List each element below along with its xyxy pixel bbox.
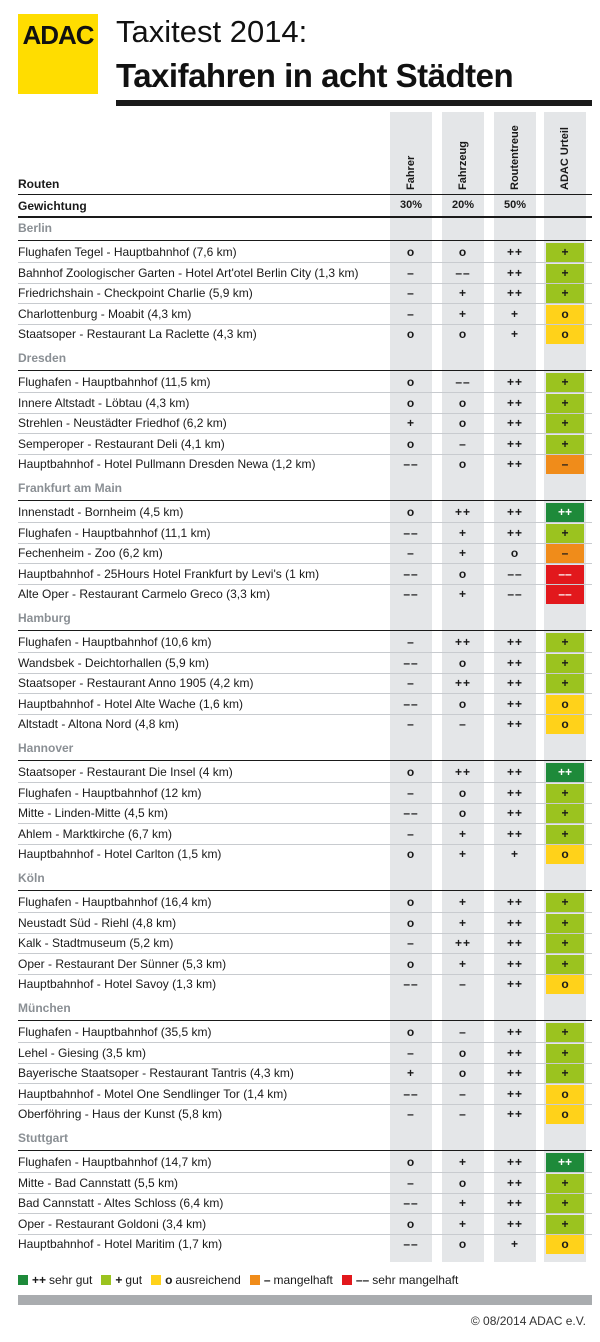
gewichtung-rule [18, 216, 592, 218]
legend-symbol: o [165, 1273, 173, 1287]
fahrzeug-rating: o [458, 245, 468, 259]
table-row [0, 1022, 600, 1043]
legend-label: mangelhaft [273, 1273, 333, 1287]
fahrzeug-rating: + [458, 1216, 467, 1231]
route-name: Strehlen - Neustädter Friedhof (6,2 km) [18, 416, 227, 431]
logo-text: ADAC [22, 20, 94, 50]
table-row [0, 1214, 600, 1235]
routentreue-rating: ++ [506, 895, 523, 909]
fahrer-rating: – [407, 286, 415, 301]
fahrzeug-rating: o [458, 785, 468, 800]
routentreue-rating: ++ [506, 1216, 523, 1231]
route-name: Flughafen - Hauptbahnhof (35,5 km) [18, 1025, 212, 1039]
table-row [0, 632, 600, 653]
city-heading: Berlin [18, 221, 53, 235]
route-name: Alte Oper - Restaurant Carmelo Greco (3,3 km) [18, 587, 271, 602]
fahrer-rating: o [406, 505, 416, 519]
route-name: Flughafen - Hauptbahnhof (16,4 km) [18, 895, 212, 909]
adac-verdict-badge: + [546, 1194, 584, 1213]
fahrzeug-rating: o [458, 327, 468, 342]
city-rule [18, 760, 592, 761]
city-heading: Stuttgart [18, 1131, 68, 1145]
fahrer-rating: + [406, 1066, 415, 1081]
title-line-1: Taxitest 2014: [116, 14, 308, 49]
header-urteil: ADAC Urteil [559, 127, 571, 190]
adac-verdict-badge: + [546, 1044, 584, 1063]
routentreue-rating: ++ [506, 375, 523, 389]
table-row [0, 1104, 600, 1125]
table-row [0, 714, 600, 735]
header-routentreue: Routentreue [509, 125, 521, 190]
route-name: Oberföhring - Haus der Kunst (5,8 km) [18, 1107, 223, 1122]
table-row [0, 1043, 600, 1064]
copyright: © 08/2014 ADAC e.V. [470, 1314, 586, 1328]
fahrzeug-rating: + [458, 847, 467, 862]
fahrer-rating: – [407, 1107, 415, 1122]
adac-verdict-badge: + [546, 435, 584, 454]
route-name: Bahnhof Zoologischer Garten - Hotel Art'otel Berlin City (1,3 km) [18, 265, 359, 280]
header-fahrzeug: Fahrzeug [457, 141, 469, 190]
fahrzeug-rating: – [459, 436, 467, 451]
table-row [0, 1063, 600, 1084]
routentreue-rating: ++ [506, 505, 523, 519]
weight-fahrzeug: 20% [451, 199, 475, 211]
adac-verdict-badge: + [546, 414, 584, 433]
table-row [0, 372, 600, 393]
fahrer-rating: o [406, 895, 416, 909]
routentreue-rating: + [510, 847, 519, 862]
fahrer-rating: o [406, 327, 416, 342]
fahrer-rating: – [407, 635, 415, 649]
fahrer-rating: –– [403, 587, 419, 602]
adac-verdict-badge: + [546, 955, 584, 974]
table-row [0, 584, 600, 605]
legend-swatch [342, 1275, 352, 1285]
fahrzeug-rating: o [458, 1066, 468, 1081]
routentreue-rating: ++ [506, 1107, 523, 1122]
table-row [0, 543, 600, 564]
routentreue-rating: ++ [506, 936, 523, 951]
fahrzeug-rating: + [458, 956, 467, 971]
header-fahrer: Fahrer [405, 155, 417, 190]
fahrer-rating: – [407, 717, 415, 732]
fahrzeug-rating: o [458, 655, 468, 670]
route-name: Ahlem - Marktkirche (6,7 km) [18, 826, 173, 841]
route-name: Innere Altstadt - Löbtau (4,3 km) [18, 395, 190, 410]
adac-verdict-badge: + [546, 243, 584, 262]
route-name: Flughafen - Hauptbahnhof (11,1 km) [18, 525, 211, 540]
table-row [0, 673, 600, 694]
fahrzeug-rating: ++ [454, 936, 471, 951]
route-name: Charlottenburg - Moabit (4,3 km) [18, 306, 192, 321]
fahrer-rating: o [406, 1025, 416, 1039]
legend-item [151, 1273, 241, 1287]
route-name: Wandsbek - Deichtorhallen (5,9 km) [18, 655, 209, 670]
fahrzeug-rating: o [458, 457, 468, 472]
fahrer-rating: o [406, 1216, 416, 1231]
adac-verdict-badge: o [546, 715, 584, 734]
fahrer-rating: – [407, 676, 415, 691]
fahrzeug-rating: o [458, 696, 468, 711]
adac-verdict-badge: + [546, 784, 584, 803]
weight-fahrer: 30% [399, 199, 423, 211]
adac-verdict-badge: + [546, 633, 584, 652]
route-name: Altstadt - Altona Nord (4,8 km) [18, 717, 179, 732]
legend-item [18, 1273, 92, 1287]
fahrer-rating: –– [403, 696, 419, 711]
adac-verdict-badge: o [546, 1105, 584, 1124]
routentreue-rating: ++ [506, 245, 523, 259]
city-rule [18, 1150, 592, 1151]
table-row [0, 892, 600, 913]
fahrzeug-rating: + [458, 525, 467, 540]
route-name: Hauptbahnhof - Hotel Savoy (1,3 km) [18, 977, 217, 992]
header-routen: Routen [18, 177, 60, 191]
route-name: Oper - Restaurant Der Sünner (5,3 km) [18, 956, 227, 971]
page-title: Taxifahren in acht Städten [116, 57, 514, 94]
legend [18, 1272, 467, 1288]
adac-verdict-badge: –– [546, 585, 584, 604]
fahrer-rating: – [407, 826, 415, 841]
routentreue-rating: –– [507, 566, 523, 581]
adac-verdict-badge: + [546, 1064, 584, 1083]
routentreue-rating: ++ [506, 806, 523, 821]
legend-label: ausreichend [175, 1273, 241, 1287]
table-row [0, 824, 600, 845]
fahrzeug-rating: + [458, 895, 467, 909]
table-row [0, 324, 600, 345]
fahrzeug-rating: + [458, 546, 467, 561]
fahrer-rating: –– [403, 457, 419, 472]
header-rule [18, 194, 592, 195]
routentreue-rating: o [510, 546, 520, 561]
city-rule [18, 630, 592, 631]
adac-verdict-badge: + [546, 674, 584, 693]
adac-logo [18, 14, 98, 94]
legend-label: sehr mangelhaft [372, 1273, 459, 1287]
route-name: Neustadt Süd - Riehl (4,8 km) [18, 915, 177, 930]
city-heading: Hannover [18, 741, 74, 755]
header-gewichtung: Gewichtung [18, 199, 87, 213]
routentreue-rating: ++ [506, 717, 523, 732]
adac-verdict-badge: ++ [546, 503, 584, 522]
route-name: Bad Cannstatt - Altes Schloss (6,4 km) [18, 1196, 224, 1211]
fahrzeug-rating: o [458, 1237, 468, 1252]
fahrer-rating: + [406, 416, 415, 431]
fahrzeug-rating: ++ [454, 765, 471, 779]
fahrzeug-rating: – [459, 1107, 467, 1122]
adac-verdict-badge: + [546, 804, 584, 823]
fahrer-rating: –– [403, 1237, 419, 1252]
adac-verdict-badge: o [546, 845, 584, 864]
route-name: Kalk - Stadtmuseum (5,2 km) [18, 936, 174, 951]
table-row [0, 413, 600, 434]
routentreue-rating: ++ [506, 1086, 523, 1101]
adac-verdict-badge: + [546, 914, 584, 933]
fahrer-rating: – [407, 265, 415, 280]
routentreue-rating: ++ [506, 915, 523, 930]
city-heading: Frankfurt am Main [18, 481, 123, 495]
table-row [0, 283, 600, 304]
legend-symbol: –– [355, 1273, 370, 1287]
fahrzeug-rating: – [459, 1025, 467, 1039]
legend-swatch [250, 1275, 260, 1285]
fahrzeug-rating: o [458, 416, 468, 431]
table-row [0, 393, 600, 414]
route-name: Hauptbahnhof - Hotel Carlton (1,5 km) [18, 847, 222, 862]
table-row [0, 263, 600, 284]
route-name: Flughafen - Hauptbahnhof (10,6 km) [18, 635, 212, 649]
city-rule [18, 240, 592, 241]
route-name: Flughafen - Hauptbahnhof (11,5 km) [18, 375, 211, 389]
route-name: Hauptbahnhof - 25Hours Hotel Frankfurt by Levi's (1 km) [18, 566, 320, 581]
city-heading: München [18, 1001, 71, 1015]
fahrzeug-rating: ++ [454, 505, 471, 519]
route-name: Hauptbahnhof - Hotel Pullmann Dresden Newa (1,2 km) [18, 457, 316, 472]
adac-verdict-badge: + [546, 524, 584, 543]
route-name: Mitte - Bad Cannstatt (5,5 km) [18, 1175, 179, 1190]
city-rule [18, 1020, 592, 1021]
routentreue-rating: ++ [506, 635, 523, 649]
weight-routentreue: 50% [503, 199, 527, 211]
adac-verdict-badge: + [546, 934, 584, 953]
route-name: Staatsoper - Restaurant La Raclette (4,3 km) [18, 327, 257, 342]
fahrzeug-rating: + [458, 826, 467, 841]
fahrer-rating: o [406, 915, 416, 930]
legend-symbol: + [115, 1273, 123, 1287]
routentreue-rating: ++ [506, 525, 523, 540]
route-name: Oper - Restaurant Goldoni (3,4 km) [18, 1216, 207, 1231]
routentreue-rating: ++ [506, 286, 523, 301]
route-name: Hauptbahnhof - Motel One Sendlinger Tor (1,4 km) [18, 1086, 288, 1101]
legend-label: sehr gut [49, 1273, 93, 1287]
city-heading: Hamburg [18, 611, 71, 625]
table-row [0, 844, 600, 865]
adac-verdict-badge: + [546, 825, 584, 844]
routentreue-rating: ++ [506, 1045, 523, 1060]
table-row [0, 564, 600, 585]
route-name: Flughafen - Hauptbahnhof (14,7 km) [18, 1155, 212, 1169]
routentreue-rating: ++ [506, 436, 523, 451]
fahrer-rating: o [406, 245, 416, 259]
routentreue-rating: ++ [506, 765, 523, 779]
legend-item [342, 1273, 458, 1287]
table-row [0, 1084, 600, 1105]
legend-symbol: ++ [32, 1273, 47, 1287]
table-row [0, 783, 600, 804]
table-row [0, 762, 600, 783]
legend-label: gut [125, 1273, 143, 1287]
routentreue-rating: ++ [506, 1066, 523, 1081]
adac-verdict-badge: + [546, 373, 584, 392]
table-row [0, 1193, 600, 1214]
adac-verdict-badge: + [546, 893, 584, 912]
routentreue-rating: ++ [506, 1196, 523, 1211]
adac-verdict-badge: + [546, 264, 584, 283]
routentreue-rating: + [510, 306, 519, 321]
routentreue-rating: ++ [506, 977, 523, 992]
routentreue-rating: ++ [506, 416, 523, 431]
fahrzeug-rating: + [458, 915, 467, 930]
routentreue-rating: ++ [506, 956, 523, 971]
fahrer-rating: – [407, 936, 415, 951]
fahrer-rating: – [407, 1175, 415, 1190]
adac-verdict-badge: o [546, 695, 584, 714]
city-rule [18, 370, 592, 371]
table-row [0, 974, 600, 995]
legend-swatch [151, 1275, 161, 1285]
route-name: Flughafen - Hauptbahnhof (12 km) [18, 785, 202, 800]
adac-verdict-badge: –– [546, 565, 584, 584]
fahrer-rating: –– [403, 566, 419, 581]
fahrzeug-rating: o [458, 806, 468, 821]
fahrzeug-rating: ++ [454, 635, 471, 649]
fahrzeug-rating: –– [455, 265, 471, 280]
adac-verdict-badge: + [546, 284, 584, 303]
fahrer-rating: o [406, 1155, 416, 1169]
routentreue-rating: ++ [506, 655, 523, 670]
fahrzeug-rating: + [458, 587, 467, 602]
routentreue-rating: ++ [506, 676, 523, 691]
fahrer-rating: o [406, 956, 416, 971]
route-name: Staatsoper - Restaurant Die Insel (4 km) [18, 765, 233, 779]
fahrer-rating: o [406, 847, 416, 862]
table-row [0, 954, 600, 975]
table-row [0, 242, 600, 263]
fahrer-rating: – [407, 306, 415, 321]
adac-verdict-badge: + [546, 394, 584, 413]
table-row [0, 913, 600, 934]
fahrzeug-rating: + [458, 1196, 467, 1211]
table-row [0, 304, 600, 325]
fahrer-rating: o [406, 765, 416, 779]
routentreue-rating: ++ [506, 785, 523, 800]
adac-verdict-badge: ++ [546, 1153, 584, 1172]
title-rule [116, 100, 592, 106]
legend-symbol: – [263, 1273, 271, 1287]
route-name: Friedrichshain - Checkpoint Charlie (5,9 km) [18, 286, 253, 301]
city-heading: Köln [18, 871, 45, 885]
adac-verdict-badge: + [546, 1023, 584, 1042]
route-name: Staatsoper - Restaurant Anno 1905 (4,2 km) [18, 676, 254, 691]
routentreue-rating: ++ [506, 1025, 523, 1039]
table-row [0, 694, 600, 715]
routentreue-rating: ++ [506, 826, 523, 841]
fahrzeug-rating: o [458, 1045, 468, 1060]
routentreue-rating: ++ [506, 696, 523, 711]
adac-verdict-badge: o [546, 325, 584, 344]
adac-verdict-badge: + [546, 1215, 584, 1234]
footer-bar [18, 1295, 592, 1305]
fahrer-rating: –– [403, 1196, 419, 1211]
routentreue-rating: –– [507, 587, 523, 602]
route-name: Lehel - Giesing (3,5 km) [18, 1045, 147, 1060]
fahrzeug-rating: + [458, 1155, 467, 1169]
adac-verdict-badge: o [546, 1235, 584, 1254]
city-rule [18, 500, 592, 501]
routentreue-rating: ++ [506, 395, 523, 410]
fahrzeug-rating: o [458, 566, 468, 581]
fahrer-rating: – [407, 546, 415, 561]
routentreue-rating: + [510, 1237, 519, 1252]
adac-verdict-badge: o [546, 975, 584, 994]
fahrzeug-rating: + [458, 306, 467, 321]
fahrer-rating: o [406, 375, 416, 389]
fahrer-rating: –– [403, 655, 419, 670]
routentreue-rating: ++ [506, 265, 523, 280]
fahrer-rating: –– [403, 806, 419, 821]
route-name: Innenstadt - Bornheim (4,5 km) [18, 505, 184, 519]
table-row [0, 653, 600, 674]
route-name: Fechenheim - Zoo (6,2 km) [18, 546, 163, 561]
adac-verdict-badge: + [546, 1174, 584, 1193]
city-heading: Dresden [18, 351, 67, 365]
fahrzeug-rating: o [458, 1175, 468, 1190]
adac-verdict-badge: + [546, 654, 584, 673]
legend-item [101, 1273, 142, 1287]
route-name: Bayerische Staatsoper - Restaurant Tantris (4,3 km) [18, 1066, 294, 1081]
fahrer-rating: o [406, 436, 416, 451]
fahrzeug-rating: – [459, 717, 467, 732]
table-row [0, 1234, 600, 1255]
fahrer-rating: –– [403, 1086, 419, 1101]
legend-item [250, 1273, 333, 1287]
adac-verdict-badge: o [546, 1085, 584, 1104]
route-name: Mitte - Linden-Mitte (4,5 km) [18, 806, 169, 821]
fahrer-rating: –– [403, 977, 419, 992]
route-name: Hauptbahnhof - Hotel Alte Wache (1,6 km) [18, 696, 243, 711]
fahrzeug-rating: – [459, 1086, 467, 1101]
adac-verdict-badge: – [546, 544, 584, 563]
table-row [0, 1152, 600, 1173]
adac-verdict-badge: o [546, 305, 584, 324]
routentreue-rating: ++ [506, 457, 523, 472]
legend-swatch [18, 1275, 28, 1285]
fahrer-rating: o [406, 395, 416, 410]
routentreue-rating: ++ [506, 1175, 523, 1190]
table-row [0, 523, 600, 544]
table-row [0, 803, 600, 824]
fahrer-rating: – [407, 1045, 415, 1060]
legend-swatch [101, 1275, 111, 1285]
table-row [0, 1173, 600, 1194]
adac-verdict-badge: ++ [546, 763, 584, 782]
table-row [0, 454, 600, 475]
fahrzeug-rating: + [458, 286, 467, 301]
routentreue-rating: ++ [506, 1155, 523, 1169]
routentreue-rating: + [510, 327, 519, 342]
fahrzeug-rating: o [458, 395, 468, 410]
route-name: Hauptbahnhof - Hotel Maritim (1,7 km) [18, 1237, 223, 1252]
route-name: Flughafen Tegel - Hauptbahnhof (7,6 km) [18, 245, 237, 259]
adac-verdict-badge: – [546, 455, 584, 474]
fahrer-rating: –– [403, 525, 419, 540]
fahrer-rating: – [407, 785, 415, 800]
table-row [0, 933, 600, 954]
route-name: Semperoper - Restaurant Deli (4,1 km) [18, 436, 225, 451]
city-rule [18, 890, 592, 891]
table-row [0, 434, 600, 455]
fahrzeug-rating: –– [455, 375, 471, 389]
fahrzeug-rating: – [459, 977, 467, 992]
table-row [0, 502, 600, 523]
fahrzeug-rating: ++ [454, 676, 471, 691]
